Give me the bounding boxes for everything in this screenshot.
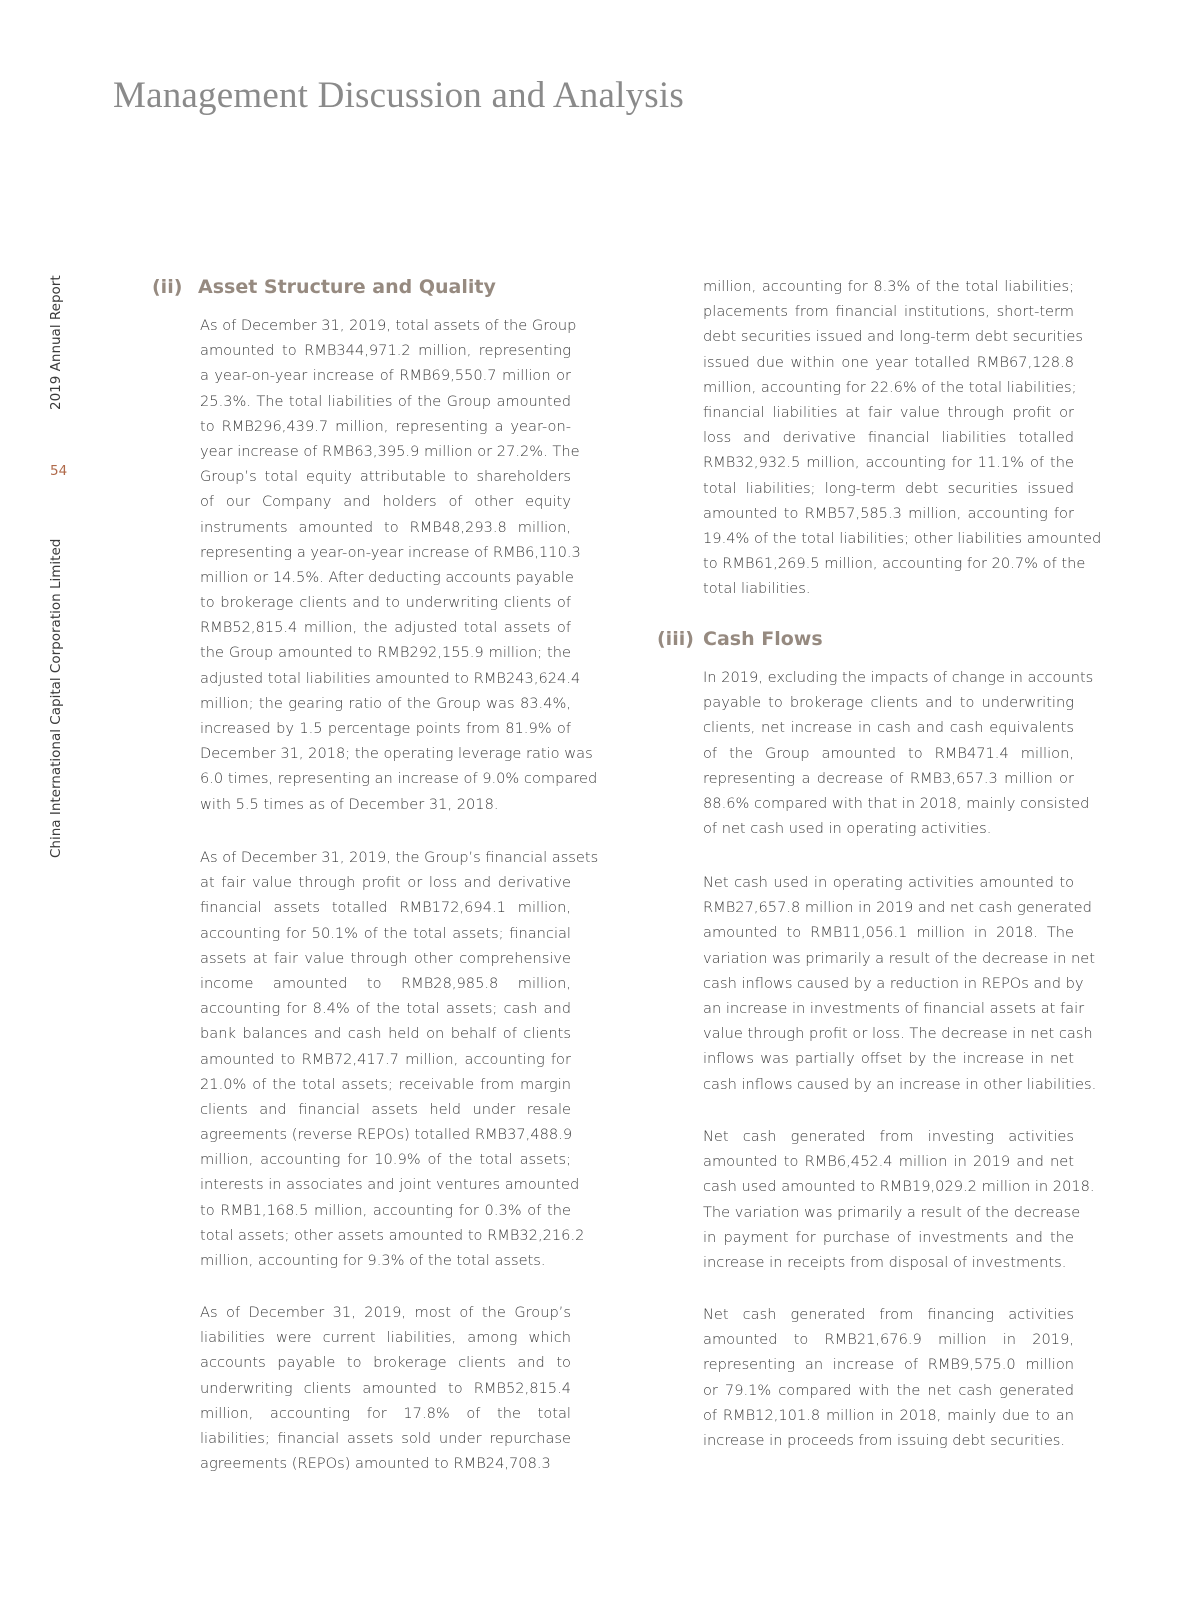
text-line: increased by 1.5 percentage points from 81.9% of [200, 720, 571, 737]
text-line: total liabilities; long-term debt securities issued [703, 479, 1074, 497]
text-line: of the Group amounted to RMB471.4 million, [703, 744, 1074, 762]
section-title: Cash Flows [703, 628, 823, 650]
paragraph-cash-overview [703, 665, 1094, 841]
paragraph-operating-activities [703, 870, 1097, 1097]
text-line: Net cash used in operating activities amounted to [703, 874, 1074, 891]
text-line: December 31, 2018; the operating leverage ratio was [200, 745, 593, 763]
text-line: Net cash generated from financing activities [703, 1306, 1074, 1323]
paragraph-financing-activities [703, 1302, 1074, 1453]
text-line: million, accounting for 22.6% of the total liabilities; [703, 378, 1077, 396]
text-line: income amounted to RMB28,985.8 million, [200, 974, 571, 992]
text-line: at fair value through profit or loss and derivative [200, 874, 571, 892]
text-line: increase in proceeds from issuing debt securities. [703, 1431, 1066, 1449]
text-line: interests in associates and joint ventures amounted [200, 1176, 580, 1194]
text-line: million, accounting for 8.3% of the total liabilities; [703, 278, 1074, 295]
text-line: As of December 31, 2019, the Group’s financial assets [200, 849, 599, 866]
text-line: the Group amounted to RMB292,155.9 million; the [200, 644, 571, 662]
paragraph-investing-activities [703, 1124, 1095, 1275]
page-title: Management Discussion and Analysis [113, 75, 684, 116]
section-title: Asset Structure and Quality [198, 276, 496, 298]
text-line: with 5.5 times as of December 31, 2018. [200, 795, 499, 813]
text-line: amounted to RMB57,585.3 million, accounting for [703, 504, 1074, 522]
text-line: bank balances and cash held on behalf of clients [200, 1025, 571, 1043]
paragraph-liabilities [200, 1300, 571, 1476]
paragraph-financial-assets [200, 845, 599, 1273]
text-line: adjusted total liabilities amounted to RMB243,624.4 [200, 669, 581, 687]
text-line: accounting for 8.4% of the total assets; cash and [200, 1000, 571, 1018]
text-line: representing a year-on-year increase of RMB6,110.3 [200, 543, 581, 561]
company-name: China International Capital Corporation Limited [48, 538, 64, 858]
text-line: accounts payable to brokerage clients and to [200, 1354, 571, 1372]
text-line: accounting for 50.1% of the total assets; financial [200, 924, 571, 942]
text-line: to brokerage clients and to underwriting clients of [200, 594, 571, 612]
text-line: inflows was partially offset by the increase in net [703, 1050, 1074, 1068]
text-line: or 79.1% compared with the net cash generated [703, 1381, 1074, 1399]
text-line: an increase in investments of financial assets at fair [703, 999, 1085, 1017]
text-line: payable to brokerage clients and to underwriting [703, 694, 1074, 712]
text-line: agreements (reverse REPOs) totalled RMB37,488.9 [200, 1126, 573, 1144]
text-line: of net cash used in operating activities. [703, 820, 992, 838]
side-rail [44, 0, 68, 1615]
text-line: placements from financial institutions, short-term [703, 303, 1074, 321]
section-heading-cash-flows [657, 628, 823, 650]
text-line: million, accounting for 9.3% of the total assets. [200, 1252, 546, 1269]
text-line: to RMB1,168.5 million, accounting for 0.3% of the [200, 1201, 571, 1219]
text-line: RMB27,657.8 million in 2019 and net cash generated [703, 899, 1092, 917]
text-line: 21.0% of the total assets; receivable from margin [200, 1075, 571, 1093]
text-line: cash inflows caused by a reduction in REPOs and by [703, 974, 1084, 992]
text-line: RMB32,932.5 million, accounting for 11.1% of the [703, 454, 1074, 472]
text-line: cash used amounted to RMB19,029.2 million in 2018. [703, 1178, 1095, 1196]
annual-report-label: 2019 Annual Report [48, 275, 64, 410]
text-line: 19.4% of the total liabilities; other liabilities amounted [703, 529, 1102, 547]
text-line: underwriting clients amounted to RMB52,815.4 [200, 1379, 571, 1397]
text-line: to RMB61,269.5 million, accounting for 20.7% of the [703, 555, 1086, 573]
text-line: value through profit or loss. The decrease in net cash [703, 1025, 1093, 1043]
text-line: variation was primarily a result of the decrease in net [703, 949, 1095, 967]
text-line: a year-on-year increase of RMB69,550.7 million or [200, 367, 571, 385]
text-line: million; the gearing ratio of the Group was 83.4%, [200, 694, 571, 712]
text-line: clients and financial assets held under resale [200, 1100, 571, 1118]
text-line: cash inflows caused by an increase in other liabilities. [703, 1075, 1097, 1093]
section-heading-asset-structure [152, 276, 496, 298]
text-line: debt securities issued and long-term debt securities [703, 328, 1083, 346]
text-line: issued due within one year totalled RMB67,128.8 [703, 353, 1074, 371]
text-line: liabilities; financial assets sold under repurchase [200, 1429, 571, 1447]
text-line: increase in receipts from disposal of investments. [703, 1253, 1067, 1271]
text-line: Group’s total equity attributable to shareholders [200, 468, 571, 486]
text-line: clients, net increase in cash and cash equivalents [703, 719, 1074, 737]
text-line: In 2019, excluding the impacts of change in accounts [703, 669, 1094, 686]
paragraph-total-assets [200, 313, 598, 817]
text-line: amounted to RMB344,971.2 million, representing [200, 342, 571, 360]
text-line: to RMB296,439.7 million, representing a year-on- [200, 417, 571, 435]
text-line: assets at fair value through other comprehensive [200, 949, 571, 967]
text-line: representing an increase of RMB9,575.0 million [703, 1356, 1074, 1374]
section-number: (iii) [657, 628, 694, 650]
text-line: in payment for purchase of investments and the [703, 1228, 1074, 1246]
paragraph-liabilities-continued [703, 274, 1102, 601]
text-line: year increase of RMB63,395.9 million or 27.2%. The [200, 442, 580, 460]
text-line: agreements (REPOs) amounted to RMB24,708.3 [200, 1455, 551, 1473]
text-line: instruments amounted to RMB48,293.8 million, [200, 518, 571, 536]
text-line: RMB52,815.4 million, the adjusted total assets of [200, 619, 571, 637]
text-line: financial liabilities at fair value through profit or [703, 403, 1074, 421]
text-line: million, accounting for 10.9% of the total assets; [200, 1151, 571, 1169]
text-line: liabilities were current liabilities, among which [200, 1329, 571, 1347]
text-line: total liabilities. [703, 580, 811, 598]
page-number: 54 [50, 463, 68, 479]
text-line: million or 14.5%. After deducting accounts payable [200, 568, 574, 586]
text-line: Net cash generated from investing activities [703, 1128, 1074, 1145]
text-line: amounted to RMB21,676.9 million in 2019, [703, 1331, 1074, 1349]
text-line: total assets; other assets amounted to RMB32,216.2 [200, 1226, 585, 1244]
text-line: The variation was primarily a result of the decrease [703, 1203, 1081, 1221]
text-line: of RMB12,101.8 million in 2018, mainly due to an [703, 1406, 1074, 1424]
text-line: representing a decrease of RMB3,657.3 million or [703, 769, 1074, 787]
text-line: amounted to RMB11,056.1 million in 2018. The [703, 924, 1074, 942]
text-line: amounted to RMB72,417.7 million, accounting for [200, 1050, 571, 1068]
section-number: (ii) [152, 276, 183, 298]
text-line: As of December 31, 2019, total assets of the Group [200, 317, 577, 334]
text-line: 88.6% compared with that in 2018, mainly consisted [703, 794, 1090, 812]
text-line: amounted to RMB6,452.4 million in 2019 and net [703, 1153, 1074, 1171]
text-line: of our Company and holders of other equity [200, 493, 571, 511]
text-line: million, accounting for 17.8% of the total [200, 1404, 571, 1422]
text-line: financial assets totalled RMB172,694.1 million, [200, 899, 571, 917]
text-line: loss and derivative financial liabilities totalled [703, 429, 1074, 447]
text-line: 6.0 times, representing an increase of 9.0% compared [200, 770, 598, 788]
text-line: As of December 31, 2019, most of the Group’s [200, 1304, 571, 1321]
text-line: 25.3%. The total liabilities of the Group amounted [200, 392, 571, 410]
